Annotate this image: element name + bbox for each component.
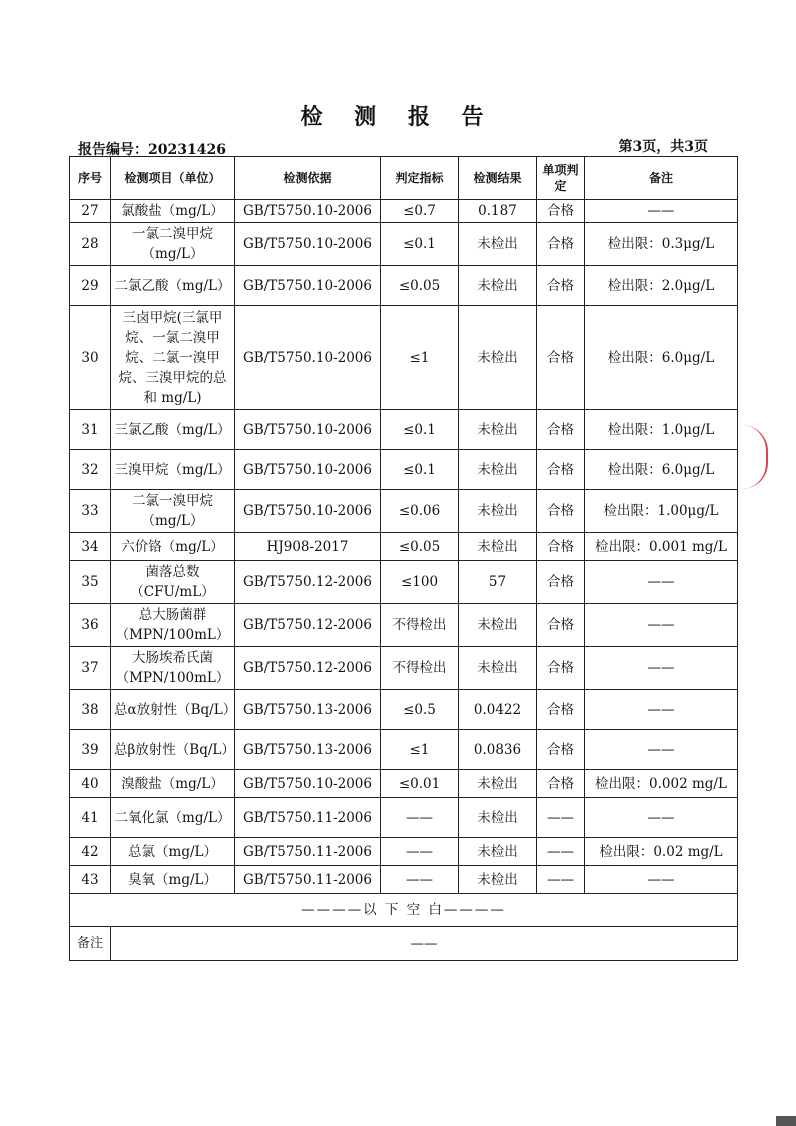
report-title: 检 测 报 告 bbox=[300, 105, 496, 130]
cell-remark: —— bbox=[585, 866, 738, 894]
page-info: 第3页，共3页 bbox=[618, 139, 708, 155]
cell-item: 二氯乙酸（mg/L） bbox=[111, 266, 235, 306]
cell-remark: —— bbox=[585, 604, 738, 647]
cell-judgment: 合格 bbox=[537, 450, 585, 490]
table-row bbox=[70, 647, 738, 690]
remarks-label: 备注 bbox=[70, 927, 111, 961]
cell-remark: —— bbox=[585, 730, 738, 770]
cell-judgment: 合格 bbox=[537, 200, 585, 223]
cell-remark: —— bbox=[585, 798, 738, 838]
cell-judgment: 合格 bbox=[537, 490, 585, 533]
scan-corner-mark bbox=[776, 1116, 796, 1126]
cell-judgment: 合格 bbox=[537, 306, 585, 410]
cell-judgment: 合格 bbox=[537, 266, 585, 306]
cell-result: 未检出 bbox=[459, 410, 537, 450]
cell-item: 一氯二溴甲烷（mg/L） bbox=[111, 223, 235, 266]
table-row bbox=[70, 730, 738, 770]
cell-no: 28 bbox=[70, 223, 111, 266]
cell-result: 未检出 bbox=[459, 533, 537, 561]
cell-basis: GB/T5750.10-2006 bbox=[235, 306, 381, 410]
cell-result: 0.187 bbox=[459, 200, 537, 223]
cell-item: 总α放射性（Bq/L） bbox=[111, 690, 235, 730]
cell-basis: GB/T5750.10-2006 bbox=[235, 490, 381, 533]
remarks-row bbox=[70, 927, 738, 961]
cell-item: 臭氧（mg/L） bbox=[111, 866, 235, 894]
cell-no: 31 bbox=[70, 410, 111, 450]
cell-criterion: —— bbox=[381, 798, 459, 838]
cell-result: 未检出 bbox=[459, 223, 537, 266]
cell-criterion: ≤0.05 bbox=[381, 266, 459, 306]
cell-result: 未检出 bbox=[459, 266, 537, 306]
cell-remark: 检出限：0.002 mg/L bbox=[585, 770, 738, 798]
table-row bbox=[70, 838, 738, 866]
remarks-value: —— bbox=[111, 927, 738, 961]
table-body bbox=[70, 200, 738, 894]
seal-stamp-edge bbox=[742, 425, 768, 489]
cell-no: 41 bbox=[70, 798, 111, 838]
cell-no: 27 bbox=[70, 200, 111, 223]
cell-judgment: —— bbox=[537, 838, 585, 866]
cell-result: 未检出 bbox=[459, 450, 537, 490]
cell-basis: GB/T5750.11-2006 bbox=[235, 798, 381, 838]
col-header-item: 检测项目（单位） bbox=[111, 157, 235, 200]
cell-remark: —— bbox=[585, 561, 738, 604]
cell-basis: HJ908-2017 bbox=[235, 533, 381, 561]
cell-item: 三氯乙酸（mg/L） bbox=[111, 410, 235, 450]
cell-criterion: —— bbox=[381, 866, 459, 894]
cell-criterion: ≤0.5 bbox=[381, 690, 459, 730]
cell-basis: GB/T5750.11-2006 bbox=[235, 866, 381, 894]
cell-basis: GB/T5750.12-2006 bbox=[235, 647, 381, 690]
cell-result: 0.0422 bbox=[459, 690, 537, 730]
col-header-remark: 备注 bbox=[585, 157, 738, 200]
col-header-seq: 序号 bbox=[70, 157, 111, 200]
table-header-row bbox=[70, 157, 738, 200]
cell-remark: 检出限：0.001 mg/L bbox=[585, 533, 738, 561]
cell-no: 40 bbox=[70, 770, 111, 798]
table-row bbox=[70, 306, 738, 410]
cell-remark: —— bbox=[585, 647, 738, 690]
cell-item: 三卤甲烷(三氯甲烷、一氯二溴甲烷、二氯一溴甲烷、三溴甲烷的总和 mg/L) bbox=[111, 306, 235, 410]
cell-item: 六价铬（mg/L） bbox=[111, 533, 235, 561]
cell-basis: GB/T5750.13-2006 bbox=[235, 690, 381, 730]
cell-item: 菌落总数（CFU/mL） bbox=[111, 561, 235, 604]
cell-judgment: 合格 bbox=[537, 223, 585, 266]
cell-remark: —— bbox=[585, 200, 738, 223]
cell-criterion: ≤0.7 bbox=[381, 200, 459, 223]
report-number: 报告编号：20231426 bbox=[78, 142, 226, 158]
table-row bbox=[70, 798, 738, 838]
cell-basis: GB/T5750.10-2006 bbox=[235, 770, 381, 798]
cell-judgment: 合格 bbox=[537, 604, 585, 647]
cell-basis: GB/T5750.10-2006 bbox=[235, 223, 381, 266]
cell-item: 总氯（mg/L） bbox=[111, 838, 235, 866]
end-row bbox=[70, 894, 738, 927]
cell-no: 30 bbox=[70, 306, 111, 410]
table-row bbox=[70, 770, 738, 798]
cell-item: 二氧化氯（mg/L） bbox=[111, 798, 235, 838]
table-row bbox=[70, 450, 738, 490]
table-row bbox=[70, 490, 738, 533]
cell-basis: GB/T5750.10-2006 bbox=[235, 410, 381, 450]
col-header-judgment: 单项判定 bbox=[537, 157, 585, 200]
table-row bbox=[70, 561, 738, 604]
cell-result: 0.0836 bbox=[459, 730, 537, 770]
cell-criterion: ≤0.1 bbox=[381, 410, 459, 450]
table-row bbox=[70, 690, 738, 730]
cell-result: 未检出 bbox=[459, 798, 537, 838]
cell-judgment: 合格 bbox=[537, 647, 585, 690]
cell-remark: 检出限：0.3μg/L bbox=[585, 223, 738, 266]
cell-result: 未检出 bbox=[459, 604, 537, 647]
cell-remark: 检出限：6.0μg/L bbox=[585, 306, 738, 410]
cell-criterion: ≤0.1 bbox=[381, 223, 459, 266]
cell-remark: 检出限：6.0μg/L bbox=[585, 450, 738, 490]
cell-no: 42 bbox=[70, 838, 111, 866]
table-row bbox=[70, 604, 738, 647]
cell-criterion: 不得检出 bbox=[381, 604, 459, 647]
cell-basis: GB/T5750.11-2006 bbox=[235, 838, 381, 866]
cell-result: 未检出 bbox=[459, 647, 537, 690]
cell-no: 32 bbox=[70, 450, 111, 490]
cell-item: 溴酸盐（mg/L） bbox=[111, 770, 235, 798]
col-header-basis: 检测依据 bbox=[235, 157, 381, 200]
cell-judgment: 合格 bbox=[537, 533, 585, 561]
cell-remark: 检出限：2.0μg/L bbox=[585, 266, 738, 306]
cell-criterion: ≤1 bbox=[381, 306, 459, 410]
cell-judgment: 合格 bbox=[537, 410, 585, 450]
cell-item: 总β放射性（Bq/L） bbox=[111, 730, 235, 770]
cell-judgment: 合格 bbox=[537, 730, 585, 770]
cell-criterion: ≤0.05 bbox=[381, 533, 459, 561]
cell-judgment: 合格 bbox=[537, 770, 585, 798]
cell-criterion: ≤0.06 bbox=[381, 490, 459, 533]
cell-no: 35 bbox=[70, 561, 111, 604]
cell-result: 未检出 bbox=[459, 838, 537, 866]
cell-criterion: ≤100 bbox=[381, 561, 459, 604]
cell-no: 33 bbox=[70, 490, 111, 533]
cell-no: 39 bbox=[70, 730, 111, 770]
cell-remark: 检出限：1.0μg/L bbox=[585, 410, 738, 450]
cell-no: 43 bbox=[70, 866, 111, 894]
cell-basis: GB/T5750.12-2006 bbox=[235, 561, 381, 604]
cell-basis: GB/T5750.10-2006 bbox=[235, 266, 381, 306]
cell-result: 未检出 bbox=[459, 866, 537, 894]
cell-remark: —— bbox=[585, 690, 738, 730]
cell-judgment: —— bbox=[537, 798, 585, 838]
results-table bbox=[69, 156, 738, 961]
cell-no: 29 bbox=[70, 266, 111, 306]
cell-item: 大肠埃希氏菌（MPN/100mL） bbox=[111, 647, 235, 690]
cell-remark: 检出限：1.00μg/L bbox=[585, 490, 738, 533]
cell-item: 总大肠菌群（MPN/100mL） bbox=[111, 604, 235, 647]
cell-result: 57 bbox=[459, 561, 537, 604]
cell-criterion: —— bbox=[381, 838, 459, 866]
cell-result: 未检出 bbox=[459, 306, 537, 410]
cell-item: 三溴甲烷（mg/L） bbox=[111, 450, 235, 490]
cell-basis: GB/T5750.10-2006 bbox=[235, 200, 381, 223]
cell-result: 未检出 bbox=[459, 770, 537, 798]
table-row bbox=[70, 266, 738, 306]
cell-judgment: 合格 bbox=[537, 561, 585, 604]
table-row bbox=[70, 410, 738, 450]
cell-criterion: ≤0.1 bbox=[381, 450, 459, 490]
cell-no: 37 bbox=[70, 647, 111, 690]
cell-item: 二氯一溴甲烷（mg/L） bbox=[111, 490, 235, 533]
cell-basis: GB/T5750.13-2006 bbox=[235, 730, 381, 770]
cell-criterion: ≤0.01 bbox=[381, 770, 459, 798]
cell-item: 氯酸盐（mg/L） bbox=[111, 200, 235, 223]
end-of-table-text: ————以 下 空 白———— bbox=[70, 894, 738, 927]
cell-no: 36 bbox=[70, 604, 111, 647]
cell-no: 34 bbox=[70, 533, 111, 561]
table-row bbox=[70, 866, 738, 894]
cell-no: 38 bbox=[70, 690, 111, 730]
col-header-criterion: 判定指标 bbox=[381, 157, 459, 200]
cell-criterion: ≤1 bbox=[381, 730, 459, 770]
cell-judgment: —— bbox=[537, 866, 585, 894]
table-row bbox=[70, 223, 738, 266]
table-row bbox=[70, 200, 738, 223]
col-header-result: 检测结果 bbox=[459, 157, 537, 200]
cell-judgment: 合格 bbox=[537, 690, 585, 730]
cell-basis: GB/T5750.12-2006 bbox=[235, 604, 381, 647]
table-row bbox=[70, 533, 738, 561]
cell-result: 未检出 bbox=[459, 490, 537, 533]
cell-criterion: 不得检出 bbox=[381, 647, 459, 690]
cell-remark: 检出限：0.02 mg/L bbox=[585, 838, 738, 866]
cell-basis: GB/T5750.10-2006 bbox=[235, 450, 381, 490]
